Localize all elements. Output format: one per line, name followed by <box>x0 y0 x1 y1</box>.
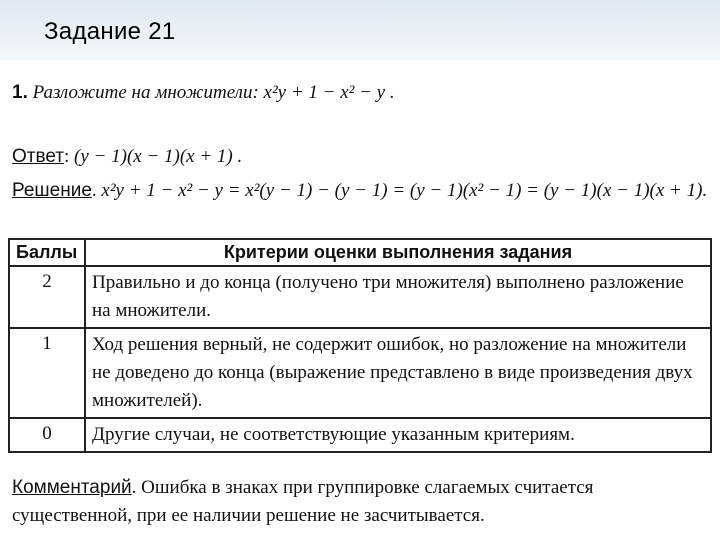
solution-line: Решение. x²y + 1 − x² − y = x²(y − 1) − (y − 1) = (y − 1)(x² − 1) = (y − 1)(x − 1)(x + 1). <box>12 180 708 201</box>
criteria-cell: Другие случаи, не соответствующие указанным критериям. <box>85 418 711 452</box>
solution-label: Решение <box>12 180 92 201</box>
task-expression: x²y + 1 − x² − y . <box>263 82 395 103</box>
table-row <box>9 418 711 452</box>
criteria-header-row <box>9 239 711 266</box>
comment-text: . Ошибка в знаках при группировке слагаемых считается существенной, при ее наличии решение не засчитывается. <box>12 477 594 526</box>
criteria-table <box>8 238 712 453</box>
comment-label: Комментарий <box>12 477 132 498</box>
slide-header <box>0 0 720 60</box>
table-row <box>9 266 711 328</box>
criteria-cell: Правильно и до конца (получено три множителя) выполнено разложение на множители. <box>85 266 711 328</box>
slide-title: Задание 21 <box>44 18 176 45</box>
comment-paragraph <box>12 474 708 530</box>
table-row <box>9 328 711 418</box>
points-column-header: Баллы <box>9 239 85 266</box>
solution-value: x²y + 1 − x² − y = x²(y − 1) − (y − 1) = (y − 1)(x² − 1) = (y − 1)(x − 1)(x + 1). <box>101 180 708 201</box>
points-cell: 0 <box>9 418 85 452</box>
points-cell: 2 <box>9 266 85 328</box>
criteria-cell: Ход решения верный, не содержит ошибок, но разложение на множители не доведено до конца (выражение представлено в виде произведения двух множителей). <box>85 328 711 418</box>
answer-label: Ответ <box>12 146 64 167</box>
task-prompt: Разложите на множители: <box>32 82 259 103</box>
task-document <box>0 60 720 540</box>
answer-line: Ответ: (y − 1)(x − 1)(x + 1) . <box>12 146 243 167</box>
task-number: 1. <box>12 82 28 103</box>
points-cell: 1 <box>9 328 85 418</box>
task-statement <box>12 82 395 104</box>
answer-value: (y − 1)(x − 1)(x + 1) . <box>74 146 243 167</box>
criteria-column-header: Критерии оценки выполнения задания <box>85 239 711 266</box>
